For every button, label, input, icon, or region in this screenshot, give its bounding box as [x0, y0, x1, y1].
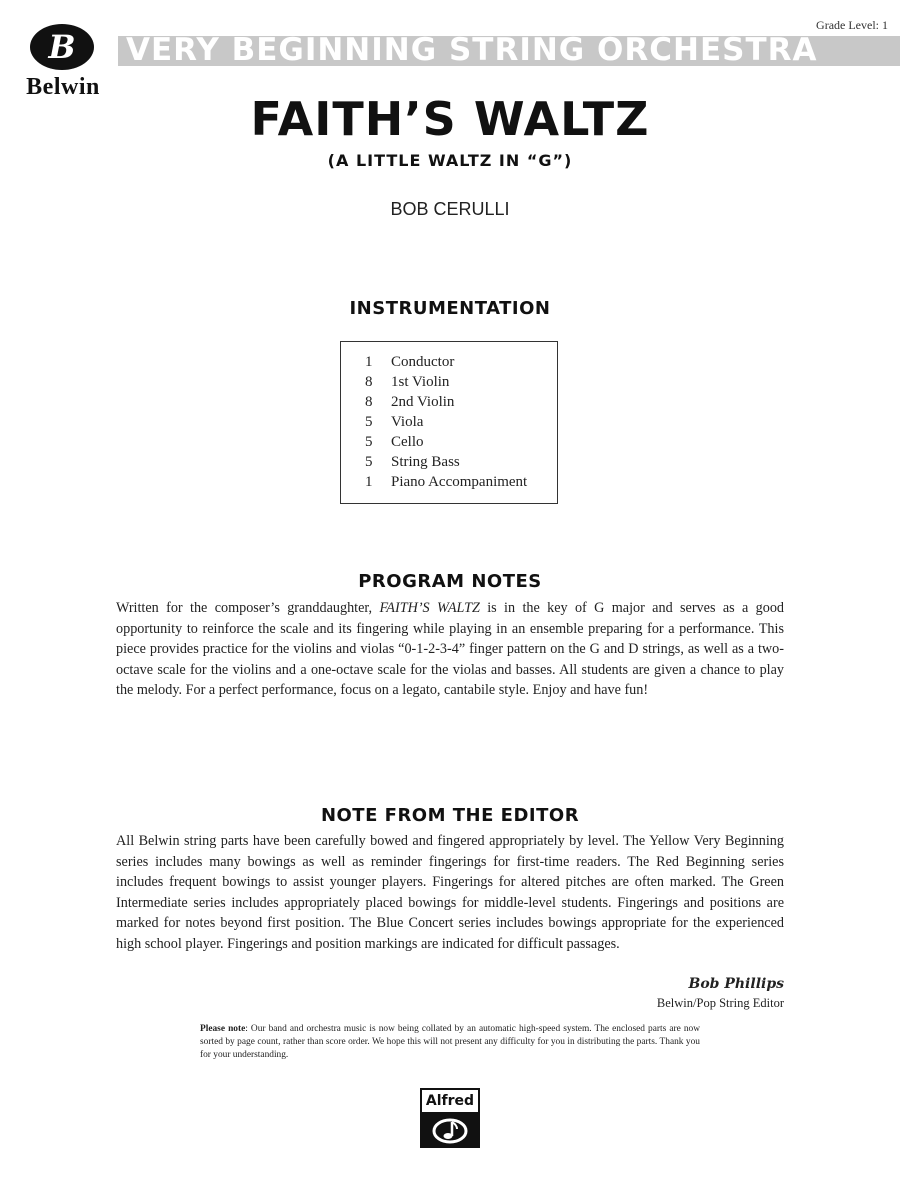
editor-role: Belwin/Pop String Editor — [656, 996, 784, 1010]
program-notes-heading: PROGRAM NOTES — [358, 571, 542, 592]
program-notes-text-rest: is in the key of G major and serves as a good opportunity to reinforce the scale and its fingering while playing in an ensemble preparing for a performance. This piece provides practice for the violins and violas “0-1-2-3-4” finger pattern on the G and D strings, as well as a two-octave scale for the violins and a one-octave scale for the violas and basses. All students are given a chance to play the melody. For a perfect performance, focus on a legato, cantabile style. Enjoy and have fun! — [116, 600, 785, 698]
instrumentation-list — [341, 342, 557, 492]
program-notes-text — [116, 598, 784, 701]
alfred-logo-text: Alfred — [422, 1090, 478, 1114]
instrumentation-item — [365, 412, 557, 432]
instrumentation-box — [340, 341, 558, 504]
instrumentation-item — [365, 392, 557, 412]
instrument-count: 5 — [365, 413, 373, 430]
instrument-name: String Bass — [391, 453, 460, 470]
composer-name: BOB CERULLI — [390, 199, 510, 219]
please-note-label: Please note — [200, 1024, 246, 1034]
instrumentation-item — [365, 352, 557, 372]
instrument-name: Cello — [391, 433, 424, 450]
instrument-count: 1 — [365, 353, 373, 370]
instrument-name: Piano Accompaniment — [391, 473, 528, 490]
instrumentation-item — [365, 472, 557, 492]
page-subtitle: (A LITTLE WALTZ IN “G”) — [327, 151, 573, 170]
belwin-logo — [8, 22, 118, 102]
please-note-text — [200, 1023, 700, 1062]
instrument-name: Viola — [391, 413, 424, 430]
instrumentation-heading: INSTRUMENTATION — [349, 298, 551, 319]
grade-level: Grade Level: 1 — [816, 18, 888, 32]
instrument-name: 2nd Violin — [391, 393, 455, 410]
alfred-logo — [420, 1088, 480, 1148]
alfred-music-note-icon — [422, 1114, 478, 1148]
instrumentation-item — [365, 432, 557, 452]
editor-note-heading: NOTE FROM THE EDITOR — [320, 805, 580, 826]
program-notes-title-ref: FAITH’S WALTZ — [379, 600, 480, 616]
editor-signature: Bob Phillips — [688, 976, 784, 992]
instrumentation-item — [365, 452, 557, 472]
belwin-logo-text: Belwin — [26, 74, 100, 100]
instrument-count: 8 — [365, 373, 373, 390]
editor-note-text: All Belwin string parts have been carefully bowed and fingered appropriately by level. The Yellow Very Beginning series includes many bowings as well as reminder fingerings for first-time readers. The Red Beginning series includes frequent bowings to assist younger players. Fingerings for altered pitches are often marked. The Green Intermediate series includes appropriately placed bowings for middle-level students. Fingerings and positions are marked for notes beyond first position. The Blue Concert series includes bowings appropriate for the experienced high school player. Fingerings and position markings are indicated for difficult passages. — [116, 833, 784, 952]
series-title: VERY BEGINNING STRING ORCHESTRA — [126, 32, 818, 68]
page-title: FAITH’S WALTZ — [250, 92, 650, 146]
instrument-count: 5 — [365, 433, 373, 450]
program-notes-text-start: Written for the composer’s granddaughter, — [116, 600, 380, 616]
please-note-body: : Our band and orchestra music is now being collated by an automatic high-speed system. The enclosed parts are now sorted by page count, rather than score order. We hope this will not present any difficulty for you in distributing the parts. Thank you for your understanding. — [200, 1024, 700, 1060]
instrument-count: 5 — [365, 453, 373, 470]
instrument-count: 1 — [365, 473, 373, 490]
instrument-count: 8 — [365, 393, 373, 410]
belwin-b-mark-icon: B — [30, 24, 94, 70]
instrumentation-item — [365, 372, 557, 392]
instrument-name: 1st Violin — [391, 373, 450, 390]
instrument-name: Conductor — [391, 353, 455, 370]
